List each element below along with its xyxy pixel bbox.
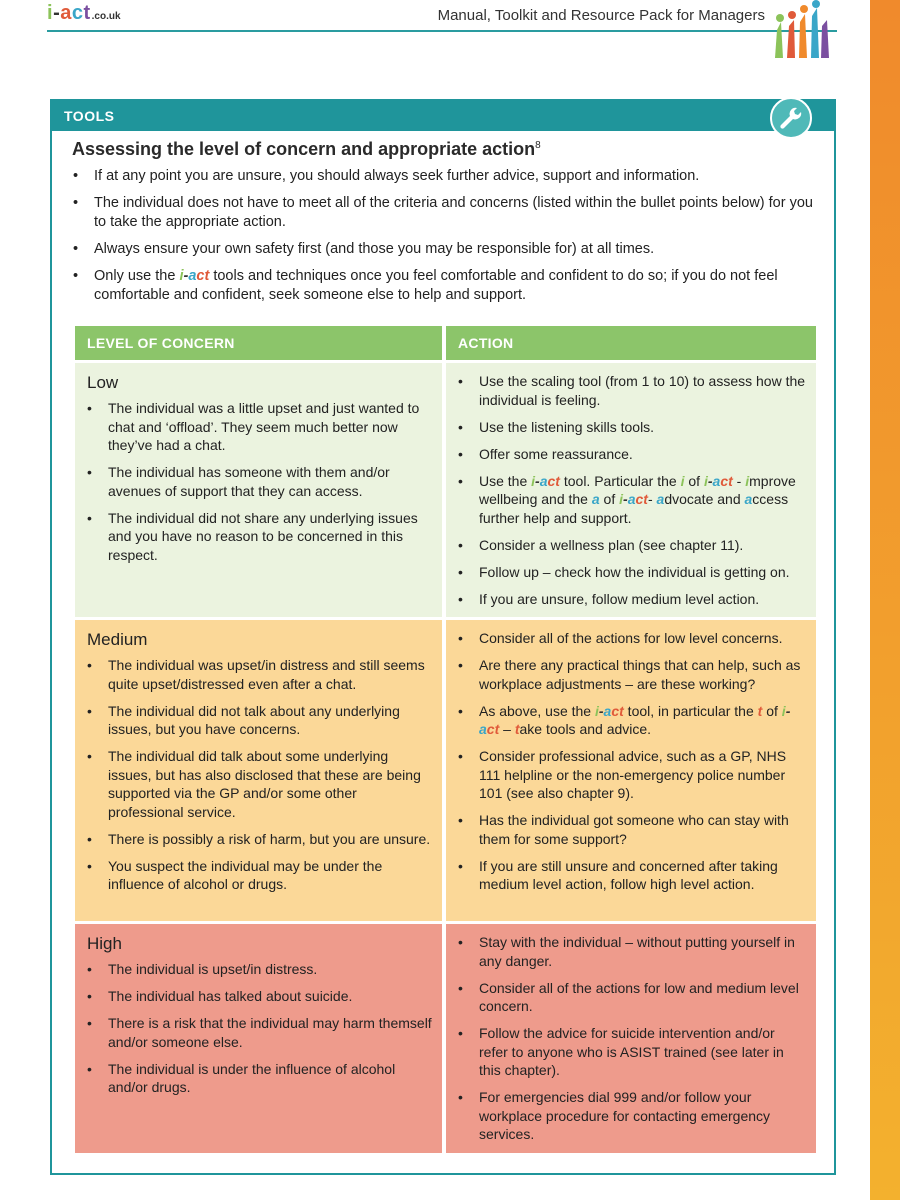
list-item: • For emergencies dial 999 and/or follow your workplace procedure for contacting emergency services. bbox=[458, 1088, 806, 1144]
list-item: • The individual was a little upset and just wanted to chat and ‘offload’. They seem much better now they’ve had a chat. bbox=[87, 399, 432, 455]
level-label: High bbox=[87, 934, 122, 953]
list-item: • The individual is under the influence of alcohol and/or drugs. bbox=[87, 1060, 432, 1097]
medium-action-list bbox=[446, 629, 816, 894]
medium-action-cell bbox=[446, 620, 816, 921]
list-item: • Are there any practical things that can help, such as workplace adjustments – are these working? bbox=[458, 656, 806, 693]
low-concern-list bbox=[75, 399, 442, 564]
list-item: • Offer some reassurance. bbox=[458, 445, 806, 464]
list-item: • Use the listening skills tools. bbox=[458, 418, 806, 437]
section-title: Assessing the level of concern and appropriate action$^8$ bbox=[72, 139, 541, 159]
low-action-list bbox=[446, 372, 816, 608]
list-item: • Use the scaling tool (from 1 to 10) to assess how the individual is feeling. bbox=[458, 372, 806, 409]
wrench-icon bbox=[770, 97, 812, 139]
list-item: • The individual was upset/in distress and still seems quite upset/distressed even after a chat. bbox=[87, 656, 432, 693]
column-header-action: ACTION bbox=[446, 326, 816, 360]
list-item: • There is possibly a risk of harm, but you are unsure. bbox=[87, 830, 432, 849]
header-title: Manual, Toolkit and Resource Pack for Managers bbox=[437, 7, 765, 24]
side-color-bar bbox=[870, 0, 900, 1200]
low-action-cell bbox=[446, 363, 816, 617]
footnote-ref: 8 bbox=[535, 140, 541, 151]
intro-list bbox=[72, 167, 817, 313]
list-item: • The individual did talk about some underlying issues, but has also disclosed that these are being supported via the GP and/or some other professional service. bbox=[87, 747, 432, 821]
list-item: • The individual has someone with them and/or avenues of support that they can access. bbox=[87, 463, 432, 500]
list-item: • The individual is upset/in distress. bbox=[87, 960, 432, 979]
page-header bbox=[47, 0, 837, 32]
list-item: • Use the i-act tool. Particular the i of i-act - improve wellbeing and the a of i-act- advocate and access further help and support. bbox=[458, 472, 806, 528]
list-item: • If you are unsure, follow medium level action. bbox=[458, 590, 806, 609]
people-illustration-icon bbox=[767, 0, 837, 58]
level-label: Medium bbox=[87, 630, 148, 649]
list-item: • As above, use the i-act tool, in particular the t of i-act – take tools and advice. bbox=[458, 702, 806, 739]
high-action-list bbox=[446, 933, 816, 1144]
list-item: • Has the individual got someone who can stay with them for some support? bbox=[458, 811, 806, 848]
brand-iact: i-act bbox=[179, 268, 210, 284]
list-item: • You suspect the individual may be under the influence of alcohol or drugs. bbox=[87, 857, 432, 894]
level-label: Low bbox=[87, 373, 119, 392]
list-item: • If you are still unsure and concerned after taking medium level action, follow high level action. bbox=[458, 857, 806, 894]
high-concern-cell bbox=[75, 924, 442, 1153]
medium-concern-cell bbox=[75, 620, 442, 921]
intro-item: • If at any point you are unsure, you should always seek further advice, support and information. bbox=[72, 167, 817, 186]
list-item: • The individual did not talk about any underlying issues, but you have concerns. bbox=[87, 702, 432, 739]
list-item: • There is a risk that the individual may harm themself and/or someone else. bbox=[87, 1014, 432, 1051]
iact-logo[interactable]: i-act.co.uk bbox=[47, 2, 121, 24]
intro-item: • Only use the i-act tools and techniques once you feel comfortable and confident to do so; if you do not feel comfortable and confident, seek someone else to help and support. bbox=[72, 267, 817, 305]
high-action-cell bbox=[446, 924, 816, 1153]
column-header-level: LEVEL OF CONCERN bbox=[75, 326, 442, 360]
list-item: • Consider a wellness plan (see chapter 11). bbox=[458, 536, 806, 555]
intro-item: • The individual does not have to meet all of the criteria and concerns (listed within the bullet points below) for you to take the appropriate action. bbox=[72, 194, 817, 232]
list-item: • Follow the advice for suicide intervention and/or refer to anyone who is ASIST trained (see later in this chapter). bbox=[458, 1024, 806, 1080]
low-concern-cell bbox=[75, 363, 442, 617]
concern-table bbox=[75, 326, 816, 1153]
list-item: • Consider all of the actions for low level concerns. bbox=[458, 629, 806, 648]
medium-concern-list bbox=[75, 656, 442, 894]
intro-item: • Always ensure your own safety first (and those you may be responsible for) at all times. bbox=[72, 240, 817, 259]
list-item: • Consider all of the actions for low and medium level concern. bbox=[458, 979, 806, 1016]
list-item: • The individual did not share any underlying issues and you have no reason to be concerned in this respect. bbox=[87, 509, 432, 565]
list-item: • The individual has talked about suicide. bbox=[87, 987, 432, 1006]
list-item: • Follow up – check how the individual is getting on. bbox=[458, 563, 806, 582]
list-item: • Consider professional advice, such as a GP, NHS 111 helpline or the non-emergency police number 101 (see also chapter 9). bbox=[458, 747, 806, 803]
tools-bar: TOOLS bbox=[52, 101, 834, 131]
list-item: • Stay with the individual – without putting yourself in any danger. bbox=[458, 933, 806, 970]
high-concern-list bbox=[75, 960, 442, 1097]
tools-panel bbox=[50, 99, 836, 1175]
